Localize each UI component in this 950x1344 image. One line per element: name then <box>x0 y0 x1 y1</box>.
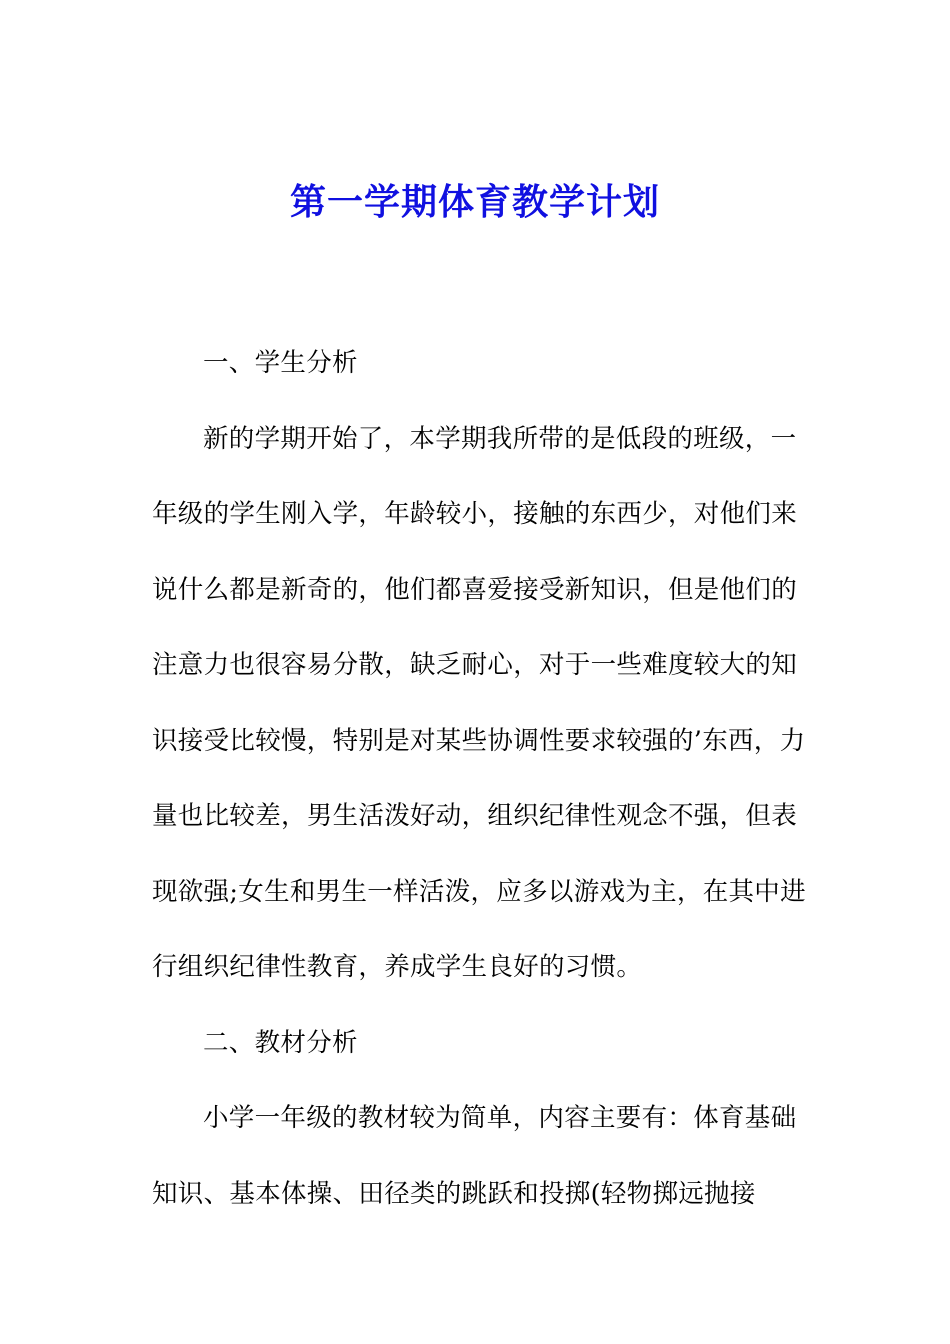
document-title: 第一学期体育教学计划 <box>289 181 660 223</box>
paragraph-line: 新的学期开始了，本学期我所带的是低段的班级，一 <box>203 423 797 454</box>
paragraph-line: 识接受比较慢，特别是对某些协调性要求较强的’东西，力 <box>152 725 806 756</box>
document-body <box>152 326 804 1232</box>
section-heading-student-analysis: 一、学生分析 <box>203 348 358 378</box>
paragraph-line: 量也比较差，男生活泼好动，组织纪律性观念不强，但表 <box>152 801 798 831</box>
paragraph-line: 注意力也很容易分散，缺乏耐心，对于一些难度较大的知 <box>152 650 798 680</box>
paragraph-line: 现欲强;女生和男生一样活泼，应多以游戏为主，在其中进 <box>152 876 806 907</box>
paragraph-line: 说什么都是新奇的，他们都喜爱接受新知识，但是他们的 <box>152 574 798 605</box>
paragraph-line: 年级的学生刚入学，年龄较小，接触的东西少，对他们来 <box>152 499 798 529</box>
paragraph-line: 行组织纪律性教育，养成学生良好的习惯。 <box>152 952 643 982</box>
paragraph-line: 小学一年级的教材较为简单，内容主要有：体育基础 <box>203 1103 797 1133</box>
paragraph-line: 知识、基本体操、田径类的跳跃和投掷(轻物掷远抛接 <box>152 1178 756 1209</box>
section-heading-material-analysis: 二、教材分析 <box>203 1027 358 1058</box>
